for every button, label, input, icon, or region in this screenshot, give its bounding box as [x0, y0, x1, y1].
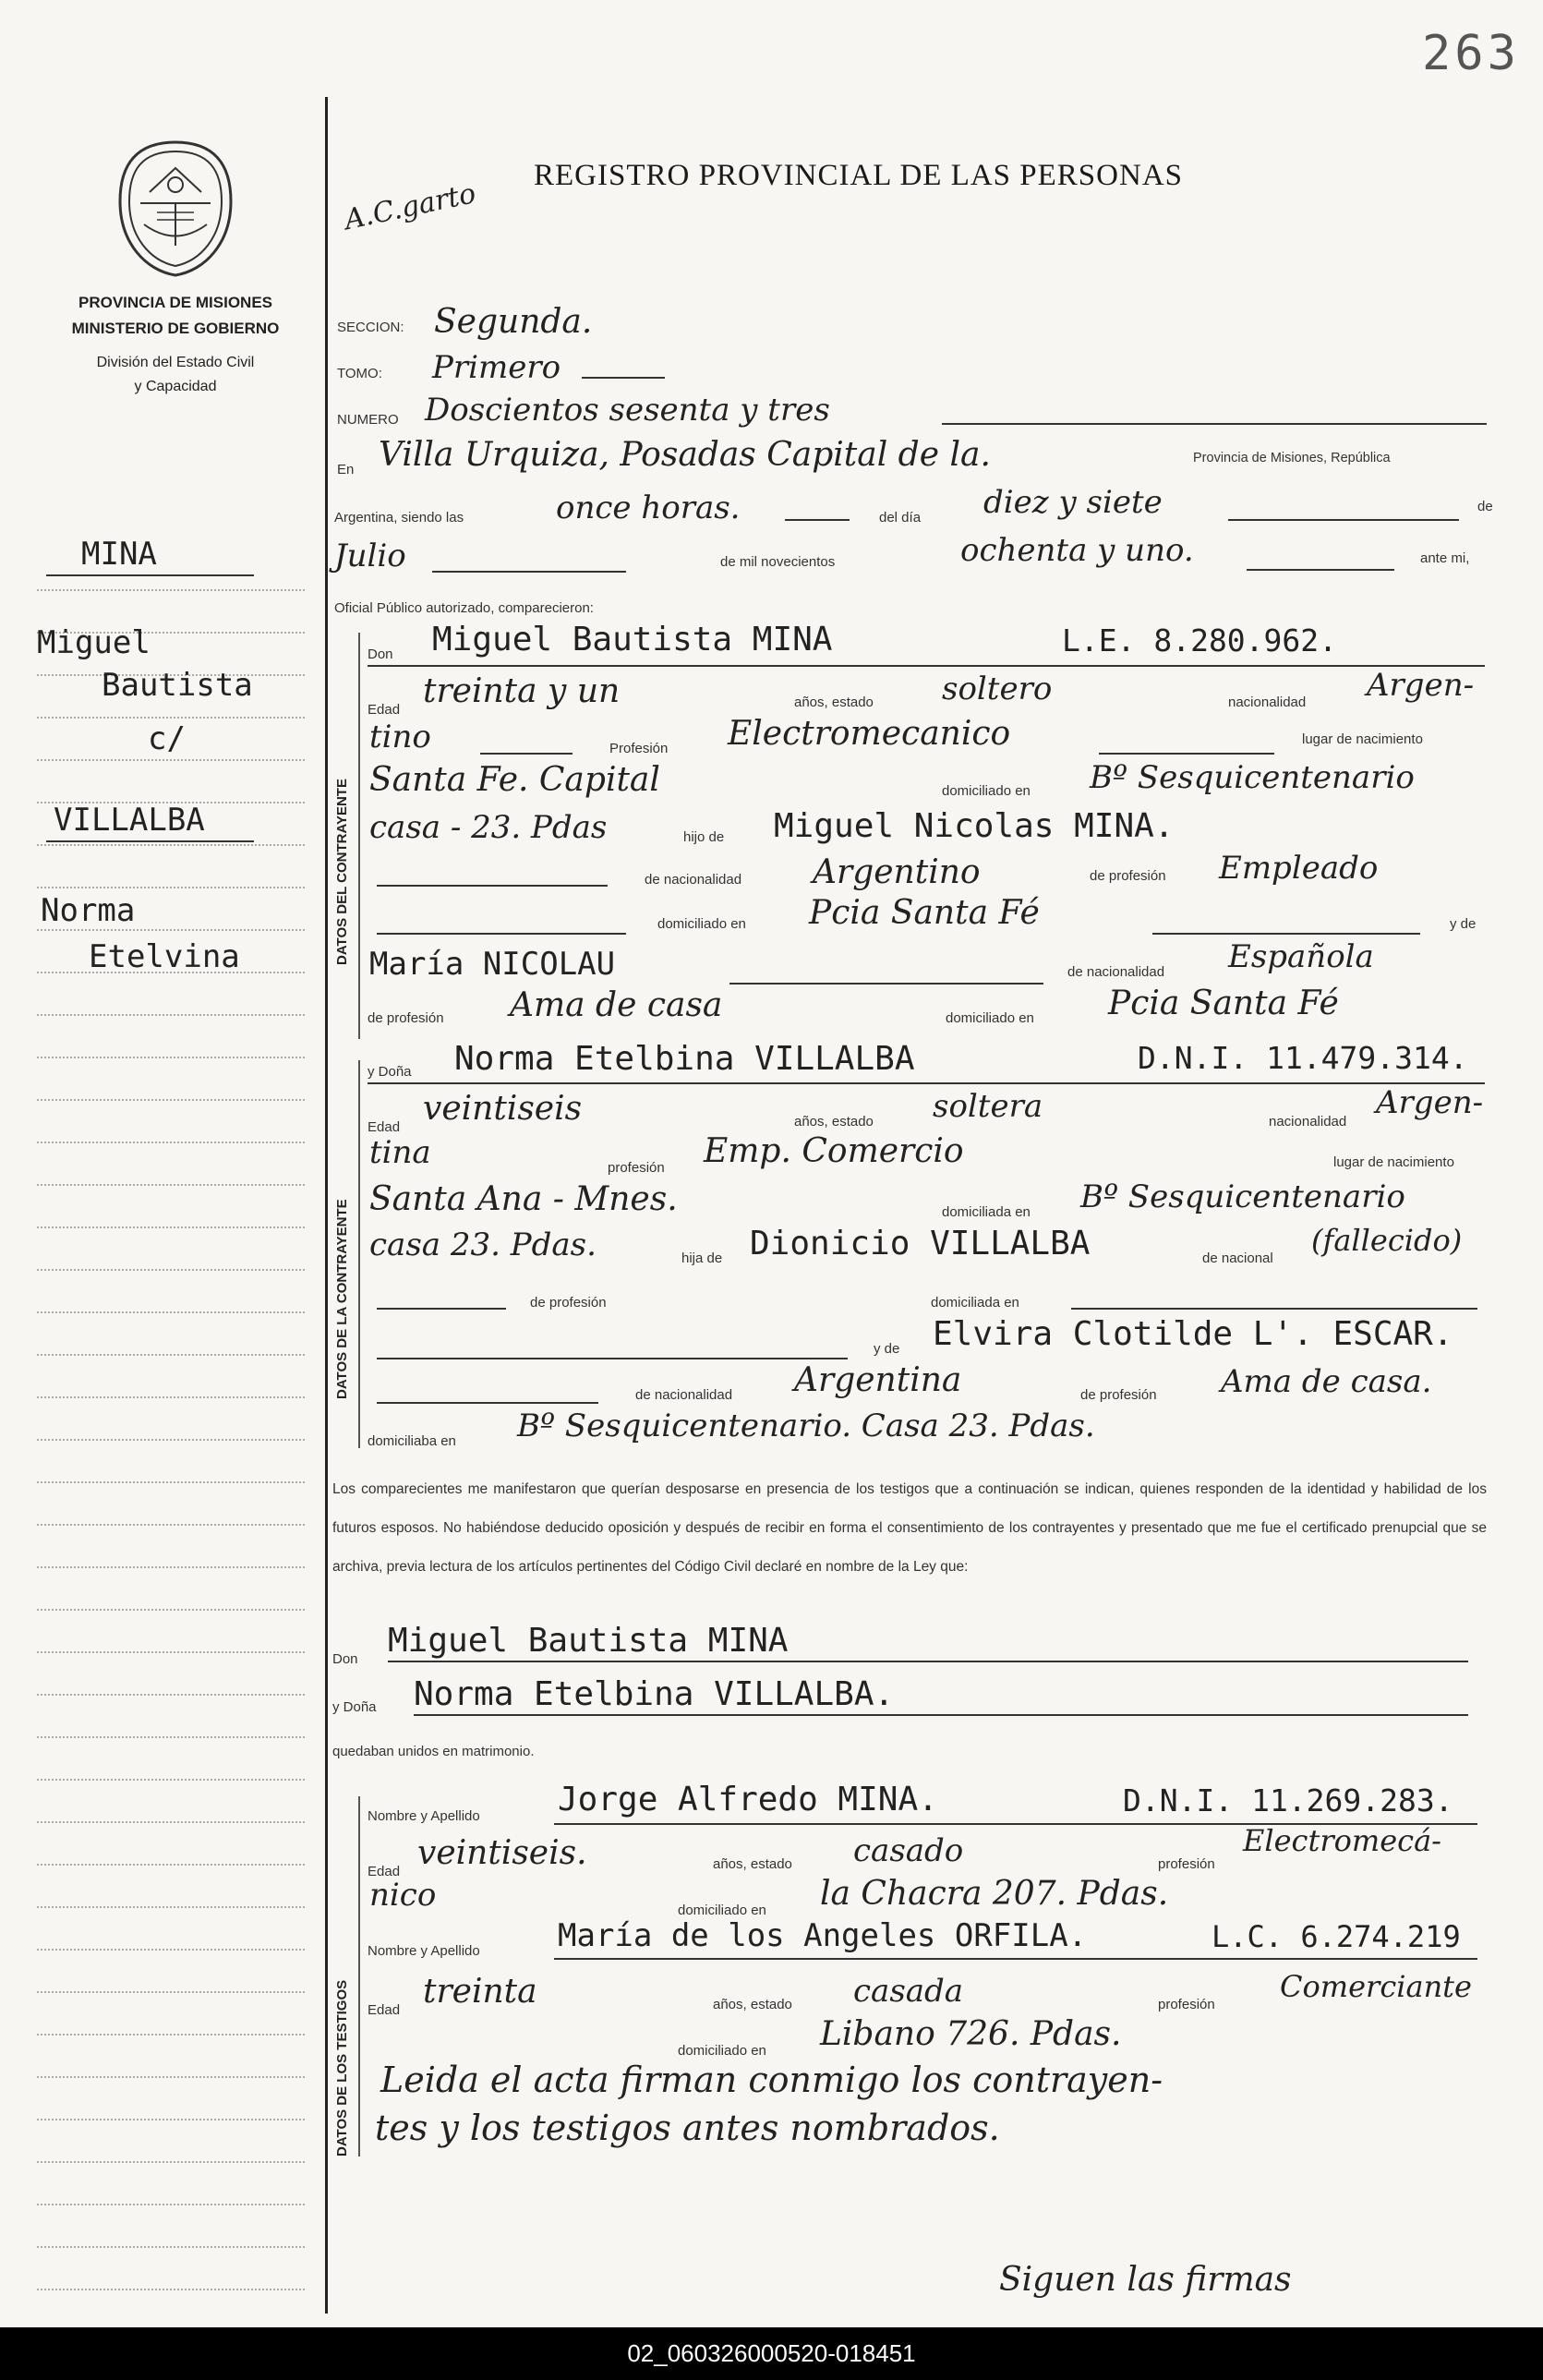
- dia-value: diez y siete: [983, 484, 1163, 521]
- margin-surname-1: MINA: [81, 536, 157, 573]
- bride-nac-a: Argen-: [1376, 1084, 1484, 1121]
- groom-name: Miguel Bautista MINA: [432, 621, 833, 658]
- dona-label: y Doña: [368, 1064, 412, 1080]
- groom-lugar-nac: Santa Fe. Capital: [369, 761, 660, 799]
- union-bride: Norma Etelbina VILLALBA.: [414, 1675, 895, 1713]
- groom-edad: treinta y un: [423, 672, 621, 710]
- groom-domicilio-a: Bº Sesquicentenario: [1090, 759, 1415, 796]
- page-number: 263: [1422, 26, 1520, 81]
- seccion-value: Segunda.: [434, 303, 593, 341]
- bride-padre-prof-label: de profesión: [530, 1295, 607, 1311]
- bride-estado: soltera: [933, 1088, 1043, 1125]
- union-closing: quedaban unidos en matrimonio.: [332, 1744, 535, 1759]
- groom-prof-label: Profesión: [609, 741, 669, 756]
- bride-nac-b: tina: [369, 1134, 431, 1171]
- groom-padre-nac-label: de nacionalidad: [645, 872, 742, 888]
- witness2-profesion: Comerciante: [1280, 1969, 1472, 2004]
- groom-madre-nac-label: de nacionalidad: [1067, 964, 1165, 980]
- witness1-edad: veintiseis.: [417, 1834, 587, 1872]
- section-label-bride: DATOS DE LA CONTRAYENTE: [334, 1199, 350, 1399]
- groom-edad-label: Edad: [368, 702, 401, 718]
- bride-madre-nac-label: de nacionalidad: [635, 1387, 733, 1403]
- groom-nac-label: nacionalidad: [1228, 695, 1307, 710]
- union-don-label: Don: [332, 1651, 358, 1667]
- bride-prof-label: profesión: [608, 1160, 665, 1176]
- margin-surname-2: VILLALBA: [54, 802, 205, 839]
- bride-padre-nac: (fallecido): [1311, 1223, 1463, 1258]
- bride-madre-prof-label: de profesión: [1080, 1387, 1157, 1403]
- margin-given-2a: Norma: [41, 892, 136, 929]
- seccion-label: SECCION:: [337, 320, 404, 335]
- province-name: PROVINCIA DE MISIONES: [78, 294, 272, 311]
- ministry-name: MINISTERIO DE GOBIERNO: [71, 320, 280, 337]
- bride-profesion: Emp. Comercio: [704, 1132, 964, 1170]
- bride-domicilio-a: Bº Sesquicentenario: [1080, 1178, 1405, 1215]
- bride-padre-nac-label: de nacional: [1202, 1250, 1273, 1266]
- witness2-prof-label: profesión: [1158, 1997, 1215, 2012]
- groom-dom-label: domiciliado en: [942, 783, 1031, 799]
- groom-madre-prof-label: de profesión: [368, 1010, 444, 1026]
- document-id-footer: 02_060326000520-018451: [0, 2327, 1543, 2380]
- groom-bracket: [358, 633, 360, 1039]
- provincial-seal-icon: [113, 137, 238, 280]
- groom-nac-a: Argen-: [1367, 667, 1475, 704]
- margin-divider: [325, 97, 328, 2314]
- groom-nac-b: tino: [369, 719, 431, 755]
- witness1-estado: casado: [853, 1832, 964, 1869]
- witness1-edad-label: Edad: [368, 1864, 401, 1879]
- witness2-dom-label: domiciliado en: [678, 2043, 766, 2059]
- union-dona-label: y Doña: [332, 1699, 377, 1715]
- signatures-note: Siguen las firmas: [999, 2261, 1292, 2299]
- margin-given-1a: Miguel: [37, 624, 151, 661]
- tomo-value: Primero: [432, 349, 561, 386]
- bride-madre: Elvira Clotilde L'. ESCAR.: [933, 1315, 1453, 1353]
- lugar-value: Villa Urquiza, Posadas Capital de la.: [379, 436, 991, 474]
- witness1-doc: D.N.I. 11.269.283.: [1123, 1782, 1453, 1818]
- witness2-edad: treinta: [423, 1973, 537, 2011]
- witness2-domicilio: Libano 726. Pdas.: [820, 2015, 1122, 2053]
- bride-lugar-label: lugar de nacimiento: [1333, 1154, 1454, 1170]
- don-label: Don: [368, 646, 393, 662]
- groom-padre-dom: Pcia Santa Fé: [809, 894, 1040, 932]
- witness1-name: Jorge Alfredo MINA.: [558, 1781, 938, 1818]
- de-label: de: [1477, 499, 1493, 514]
- groom-madre: María NICOLAU: [369, 946, 616, 983]
- clerk-annotation: A.C.garto: [342, 177, 479, 237]
- groom-madre-dom: Pcia Santa Fé: [1108, 985, 1339, 1022]
- anio-value: ochenta y uno.: [960, 532, 1194, 569]
- witness2-estado-label: años, estado: [713, 1997, 792, 2012]
- tomo-label: TOMO:: [337, 366, 382, 381]
- witness1-dom-label: domiciliado en: [678, 1903, 766, 1918]
- union-groom: Miguel Bautista MINA: [388, 1622, 789, 1660]
- groom-estado: soltero: [942, 671, 1053, 707]
- groom-padre-nac: Argentino: [813, 853, 981, 891]
- mes-value: Julio: [334, 538, 406, 574]
- witness2-edad-label: Edad: [368, 2002, 401, 2018]
- bride-y-de-label: y de: [874, 1341, 900, 1357]
- witness1-domicilio: la Chacra 207. Pdas.: [820, 1875, 1169, 1913]
- bride-padre: Dionicio VILLALBA: [750, 1225, 1091, 1262]
- witness2-name: María de los Angeles ORFILA.: [558, 1917, 1088, 1954]
- bride-edad-label: Edad: [368, 1119, 401, 1135]
- margin-connector: c/: [148, 720, 186, 757]
- groom-domicilio-b: casa - 23. Pdas: [369, 809, 608, 846]
- groom-madre-prof: Ama de casa: [510, 986, 723, 1024]
- bride-madre-nac: Argentina: [794, 1361, 962, 1399]
- witness2-nombre-label: Nombre y Apellido: [368, 1943, 480, 1959]
- witness1-nombre-label: Nombre y Apellido: [368, 1808, 480, 1824]
- witness1-prof-a: Electromecá-: [1243, 1823, 1441, 1858]
- groom-madre-dom-label: domiciliado en: [946, 1010, 1034, 1026]
- bride-dom-label: domiciliada en: [942, 1204, 1031, 1220]
- mil-label: de mil novecientos: [720, 554, 836, 570]
- witness-bracket: [358, 1796, 360, 2156]
- closing-note-2: tes y los testigos antes nombrados.: [375, 2108, 1000, 2148]
- provincia-label: Provincia de Misiones, República: [1193, 451, 1391, 465]
- page-title: REGISTRO PROVINCIAL DE LAS PERSONAS: [534, 159, 1184, 192]
- groom-padre: Miguel Nicolas MINA.: [774, 807, 1175, 845]
- numero-value: Doscientos sesenta y tres: [425, 392, 830, 429]
- hora-value: once horas.: [556, 489, 741, 526]
- witness1-prof-label: profesión: [1158, 1856, 1215, 1872]
- groom-madre-nac: Española: [1228, 938, 1374, 975]
- bride-domicilio-b: casa 23. Pdas.: [369, 1226, 597, 1263]
- ante-label: ante mi,: [1420, 550, 1470, 566]
- groom-y-de-label: y de: [1450, 916, 1477, 932]
- bride-estado-label: años, estado: [794, 1114, 874, 1130]
- bride-nac-label: nacionalidad: [1269, 1114, 1347, 1130]
- groom-padre-dom-label: domiciliado en: [657, 916, 746, 932]
- declaration-text: Los comparecientes me manifestaron que querían desposarse en presencia de los testigos que a continuación se indican, quienes responden de la identidad y habilidad de los futuros esposos. No habiéndose deducido oposición y después de recibir en forma el consentimiento de los contrayentes y presentado que me fue el certificado prenupcial que se archiva, previa lectura de los artículos pertinentes del Código Civil declaré en nombre de la Ley que:: [332, 1481, 1487, 1575]
- division-line-2: y Capacidad: [134, 379, 217, 394]
- bride-name: Norma Etelbina VILLALBA: [454, 1040, 915, 1078]
- groom-lugar-label: lugar de nacimiento: [1302, 731, 1423, 747]
- groom-padre-prof: Empleado: [1219, 850, 1379, 887]
- groom-doc: L.E. 8.280.962.: [1062, 622, 1338, 658]
- oficial-label: Oficial Público autorizado, comparecieron:: [334, 600, 594, 616]
- bride-bracket: [358, 1060, 360, 1448]
- witness2-doc: L.C. 6.274.219: [1211, 1919, 1461, 1954]
- en-label: En: [337, 462, 355, 477]
- bride-edad: veintiseis: [423, 1090, 583, 1128]
- margin-given-2b: Etelvina: [89, 938, 240, 975]
- division-line-1: División del Estado Civil: [96, 355, 255, 370]
- del-dia-label: del día: [879, 510, 922, 526]
- section-label-groom: DATOS DEL CONTRAYENTE: [334, 779, 350, 965]
- numero-label: NUMERO: [337, 412, 399, 428]
- section-label-witnesses: DATOS DE LOS TESTIGOS: [334, 1979, 350, 2156]
- groom-estado-label: años, estado: [794, 695, 874, 710]
- bride-lugar-nac: Santa Ana - Mnes.: [369, 1180, 678, 1218]
- groom-padre-prof-label: de profesión: [1090, 868, 1166, 884]
- closing-note-1: Leida el acta firman conmigo los contrayen-: [380, 2060, 1163, 2100]
- groom-profesion: Electromecanico: [728, 715, 1011, 753]
- groom-hijo-label: hijo de: [683, 829, 725, 845]
- argentina-label: Argentina, siendo las: [334, 510, 464, 526]
- margin-given-1b: Bautista: [102, 667, 253, 704]
- bride-doc: D.N.I. 11.479.314.: [1138, 1040, 1468, 1076]
- bride-madre-dom: Bº Sesquicentenario. Casa 23. Pdas.: [517, 1407, 1095, 1444]
- bride-padre-dom-label: domiciliada en: [931, 1295, 1019, 1311]
- bride-hija-label: hija de: [681, 1250, 723, 1266]
- bride-madre-prof: Ama de casa.: [1221, 1363, 1432, 1400]
- witness1-prof-b: nico: [369, 1877, 437, 1914]
- witness2-estado: casada: [853, 1973, 964, 2010]
- witness1-estado-label: años, estado: [713, 1856, 792, 1872]
- bride-madre-dom-label: domiciliaba en: [368, 1433, 456, 1449]
